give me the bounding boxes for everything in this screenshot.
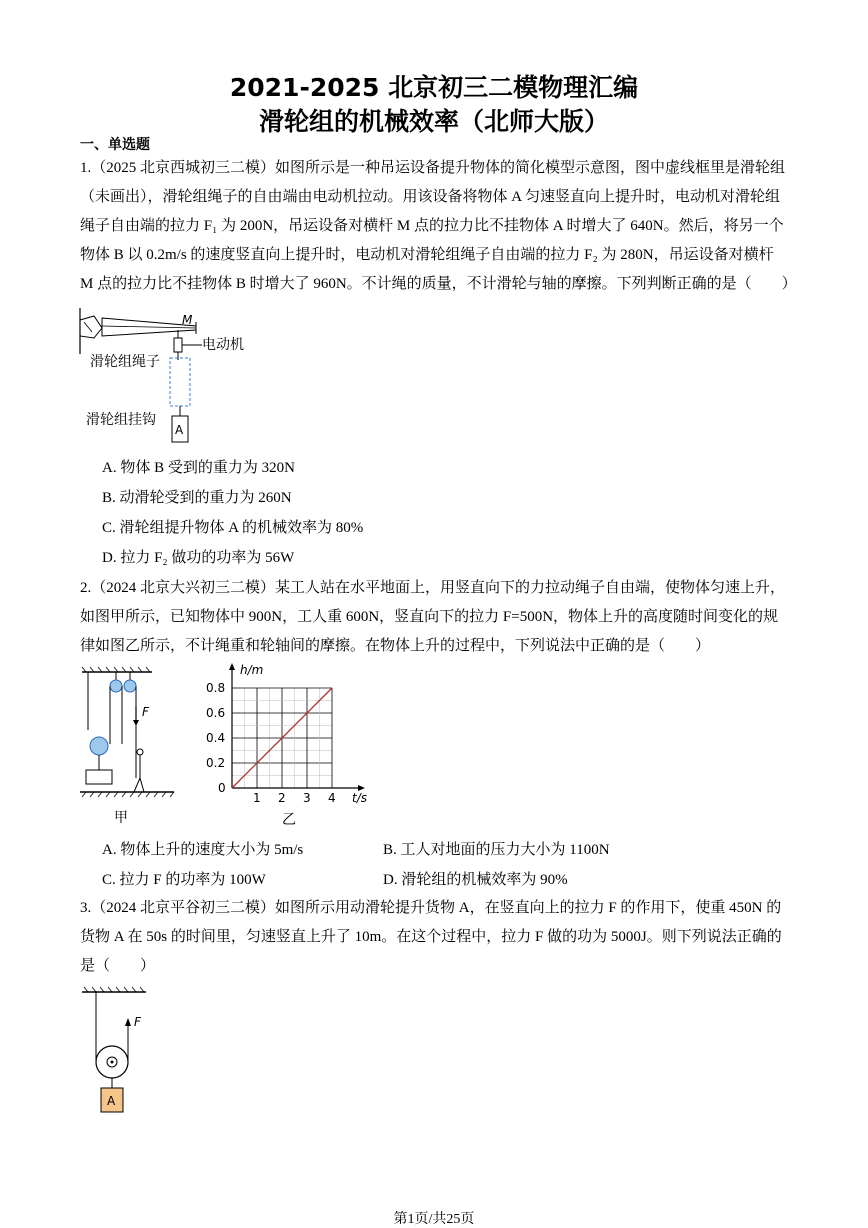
y-axis-arrow: [229, 663, 235, 670]
load-box: [86, 770, 112, 784]
question-1-line: M 点的拉力比不挂物体 B 时增大了 960N。不计绳的质量，不计滑轮与轴的摩擦。下列判断正确的是（ ）: [80, 276, 797, 292]
page-title-line2: 滑轮组的机械效率（北师大版）: [258, 107, 609, 136]
question-2-line: 如图甲所示，已知物体中 900N，工人重 600N，竖直向下的拉力 F=500N，物体上升的高度随时间变化的规: [80, 609, 779, 625]
page-title-line1: 2021-2025 北京初三二模物理汇编: [229, 73, 639, 102]
question-1-line: 物体 B 以 0.2m/s 的速度竖直向上提升时，电动机对滑轮组绳子自由端的拉力 F₂ 为 280N，吊运设备对横杆: [80, 247, 774, 263]
question-1-line: 1.（2025 北京西城初三二模）如图所示是一种吊运设备提升物体的简化模型示意图，图中虚线框里是滑轮组: [80, 160, 786, 176]
q2-option-b[interactable]: B. 工人对地面的压力大小为 1100N: [383, 842, 610, 858]
height-time-chart: [198, 660, 378, 830]
q1-option-c[interactable]: C. 滑轮组提升物体 A 的机械效率为 80%: [102, 520, 364, 536]
label-a3: A: [107, 1094, 116, 1108]
label-a: A: [175, 423, 184, 437]
pulley-box: [170, 358, 190, 406]
q2-option-c[interactable]: C. 拉力 F 的功率为 100W: [102, 872, 266, 888]
question-1-text: [80, 154, 797, 299]
y-tick-label: 0.2: [206, 756, 226, 770]
q2-option-a[interactable]: A. 物体上升的速度大小为 5m/s: [102, 842, 304, 858]
label-f: F: [142, 705, 149, 719]
fixed-pulley-1: [110, 680, 122, 692]
question-2-line: 2.（2024 北京大兴初三二模）某工人站在水平地面上，用竖直向下的力拉动绳子自由端，使物体匀速上升，: [80, 580, 786, 596]
label-hook: 滑轮组挂钩: [86, 412, 156, 428]
label-jia: 甲: [114, 810, 128, 826]
question-1-line: 绳子自由端的拉力 F₁ 为 200N，吊运设备对横杆 M 点的拉力比不挂物体 A 时增大了 640N。然后，将另一个: [80, 218, 784, 234]
x-tick-label: 2: [278, 791, 286, 805]
q1-option-d[interactable]: D. 拉力 F₂ 做功的功率为 56W: [102, 550, 295, 566]
question-3-line: 货物 A 在 50s 的时间里，匀速竖直上升了 10m。在这个过程中，拉力 F 做的功为 5000J。则下列说法正确的: [80, 929, 782, 945]
page-footer: 第1页/共25页: [393, 1212, 475, 1227]
x-tick-label: 4: [328, 791, 336, 805]
label-rope: 滑轮组绳子: [90, 354, 160, 370]
movable-pulley: [90, 737, 108, 755]
q1-option-b[interactable]: B. 动滑轮受到的重力为 260N: [102, 490, 292, 506]
question-2-text: [80, 574, 792, 661]
question-3-line: 3.（2024 北京平谷初三二模）如图所示用动滑轮提升货物 A，在竖直向上的拉力 F 的作用下，使重 450N 的: [80, 900, 782, 916]
label-yi: 乙: [282, 812, 296, 828]
origin-label: 0: [218, 781, 226, 795]
x-tick-label: 1: [253, 791, 261, 805]
y-tick-label: 0.8: [206, 681, 226, 695]
question-2-line: 律如图乙所示，不计绳重和轮轴间的摩擦。在物体上升的过程中，下列说法中正确的是（ ）: [80, 638, 711, 654]
crane-figure: [78, 304, 258, 446]
label-motor: 电动机: [202, 337, 244, 353]
question-1-line: （未画出），滑轮组绳子的自由端由电动机拉动。用该设备将物体 A 匀速竖直向上提升时，电动机对滑轮组: [80, 189, 781, 205]
y-axis-label: h/m: [240, 663, 264, 677]
y-tick-label: 0.4: [206, 731, 226, 745]
fixed-pulley-2: [124, 680, 136, 692]
question-3-line: 是（ ）: [80, 958, 156, 974]
q2-option-d[interactable]: D. 滑轮组的机械效率为 90%: [383, 872, 568, 888]
pulley-figure-jia: [78, 666, 178, 826]
section-heading: 一、单选题: [80, 137, 150, 153]
question-3-text: [80, 894, 792, 981]
x-tick-label: 3: [303, 791, 311, 805]
x-axis-label: t/s: [352, 791, 367, 805]
label-m: M: [182, 313, 193, 327]
y-tick-label: 0.6: [206, 706, 226, 720]
movable-pulley-figure: [80, 986, 152, 1118]
label-f3: F: [134, 1015, 141, 1029]
q1-option-a[interactable]: A. 物体 B 受到的重力为 320N: [102, 460, 295, 476]
